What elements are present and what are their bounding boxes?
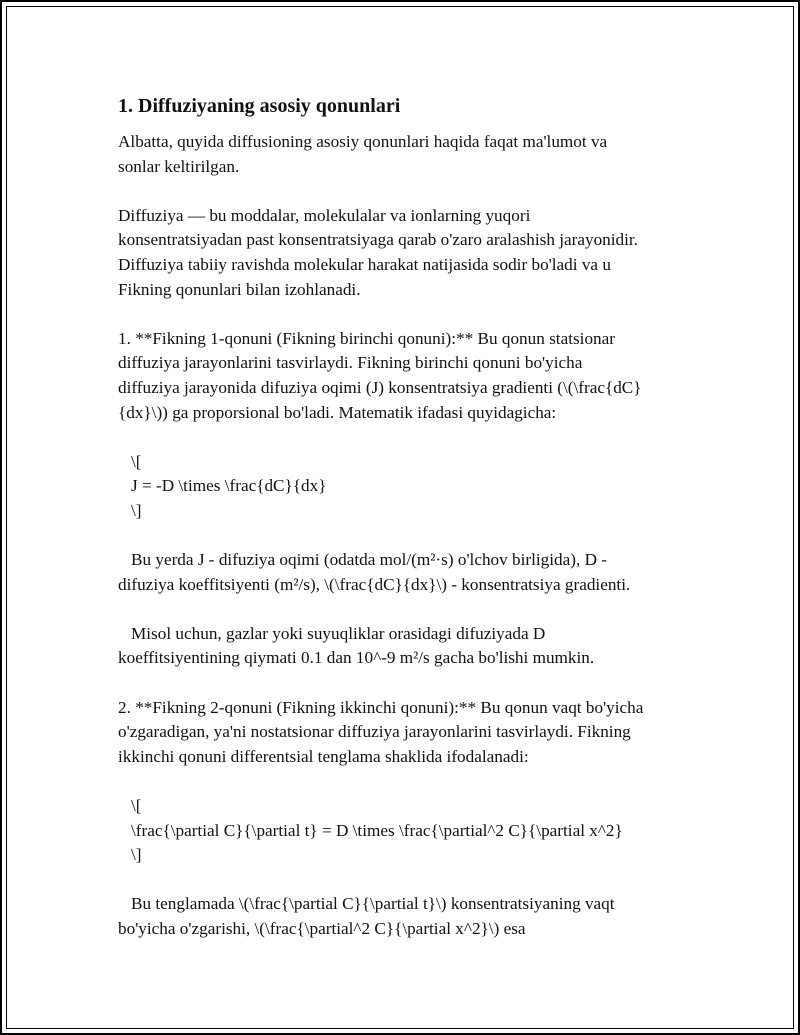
law1-paragraph: 1. **Fikning 1-qonuni (Fikning birinchi qonuni):** Bu qonun statsionar diffuziya jarayonlarini tasvirlaydi. Fikning birinchi qonuni bo'yicha diffuziya jarayonida difuziya oqimi (J) konsentratsiya gradienti (\(\frac{dC} {dx}\)) ga proporsional bo'ladi. Matematik ifadasi quyidagicha: <box>118 328 642 422</box>
paragraph-gap <box>118 302 693 327</box>
law2-explanation-paragraph: Bu tenglamada \(\frac{\partial C}{\partial t}\) konsentratsiyaning vaqt bo'yicha o'zgarishi, \(\frac{\partial^2 C}{\partial x^2}\) esa <box>118 894 615 938</box>
formula1-block: \[ J = -D \times \frac{dC}{dx} \] <box>131 451 327 520</box>
paragraph-gap <box>118 671 693 696</box>
paragraph-gap <box>118 868 693 893</box>
paragraph-gap <box>118 597 693 622</box>
law1-explanation-paragraph: Bu yerda J - difuziya oqimi (odatda mol/(m²·s) o'lchov birligida), D - difuziya koeffitsiyenti (m²/s), \(\frac{dC}{dx}\) - konsentratsiya gradienti. <box>118 550 631 594</box>
paragraph-gap <box>118 425 693 450</box>
intro-paragraph: Albatta, quyida diffusioning asosiy qonunlari haqida faqat ma'lumot va sonlar keltirilgan. <box>118 132 608 176</box>
definition-paragraph: Diffuziya — bu moddalar, molekulalar va ionlarning yuqori konsentratsiyadan past konsentratsiyaga qarab o'zaro aralashish jarayonidir. Diffuziya tabiiy ravishda molekular harakat natijasida sodir bo'ladi va u Fikning qonunlari bilan izohlanadi. <box>118 205 638 299</box>
paragraph-gap <box>118 179 693 204</box>
law1-example-paragraph: Misol uchun, gazlar yoki suyuqliklar orasidagi difuziyada D koeffitsiyentining qiymati 0.1 dan 10^-9 m²/s gacha bo'lishi mumkin. <box>118 623 595 668</box>
document-content <box>118 92 693 942</box>
paragraph-gap <box>118 769 693 794</box>
paragraph-gap <box>118 524 693 549</box>
formula2-block: \[ \frac{\partial C}{\partial t} = D \times \frac{\partial^2 C}{\partial x^2} \] <box>131 796 623 865</box>
section-heading: 1. Diffuziyaning asosiy qonunlari <box>118 95 401 117</box>
law2-paragraph: 2. **Fikning 2-qonuni (Fikning ikkinchi qonuni):** Bu qonun vaqt bo'yicha o'zgaradigan, ya'ni nostatsionar diffuziya jarayonlarini tasvirlaydi. Fikning ikkinchi qonuni differentsial tenglama shaklida ifodalanadi: <box>118 697 644 766</box>
